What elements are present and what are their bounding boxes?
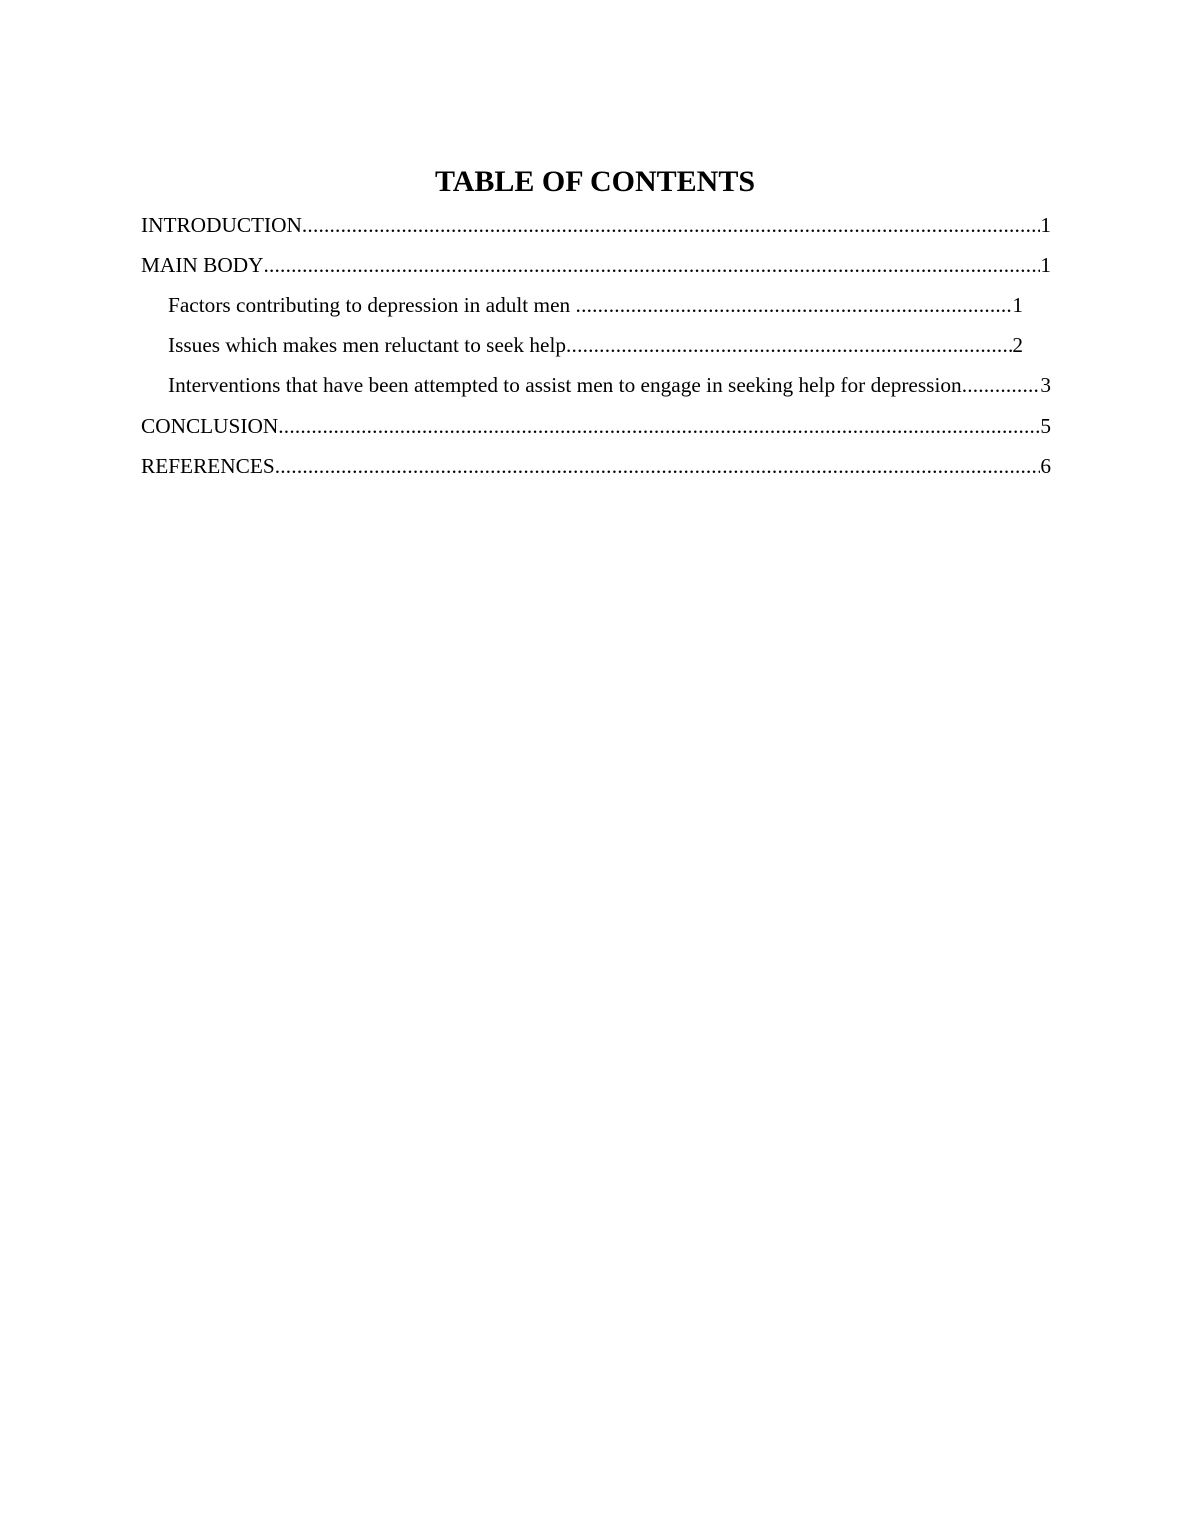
toc-entry-page: 1 [1040, 253, 1051, 277]
toc-entry-page: 3 [1040, 373, 1051, 397]
toc-entry-factors[interactable] [168, 290, 1023, 320]
toc-entry-issues[interactable] [168, 330, 1023, 360]
toc-dot-leader [302, 210, 1040, 240]
toc-entry-page: 2 [1012, 333, 1023, 357]
toc-dot-leader [566, 330, 1012, 360]
toc-dot-leader [576, 290, 1013, 320]
toc-entry-introduction[interactable] [141, 210, 1051, 240]
toc-entry-label: MAIN BODY [141, 253, 264, 277]
toc-entry-label: Issues which makes men reluctant to seek help [168, 333, 567, 357]
toc-entry-page: 1 [1012, 293, 1023, 317]
toc-entry-page: 5 [1040, 414, 1051, 438]
toc-dot-leader [962, 370, 1041, 400]
toc-entry-page: 1 [1040, 213, 1051, 237]
toc-entry-label: CONCLUSION [141, 414, 279, 438]
toc-title: TABLE OF CONTENTS [434, 165, 756, 198]
toc-entry-label: INTRODUCTION [141, 213, 302, 237]
toc-dot-leader [275, 451, 1041, 481]
toc-entry-main-body[interactable] [141, 250, 1051, 280]
toc-entry-label: Interventions that have been attempted to assist men to engage in seeking help for depression [168, 373, 962, 397]
toc-entry-label: Factors contributing to depression in adult men [168, 293, 576, 317]
toc-entry-label: REFERENCES [141, 454, 275, 478]
toc-entry-conclusion[interactable] [141, 411, 1051, 441]
toc-entry-page: 6 [1040, 454, 1051, 478]
toc-entry-references[interactable] [141, 451, 1051, 481]
toc-dot-leader [278, 411, 1040, 441]
toc-dot-leader [263, 250, 1040, 280]
toc-entry-interventions[interactable] [168, 370, 1051, 400]
